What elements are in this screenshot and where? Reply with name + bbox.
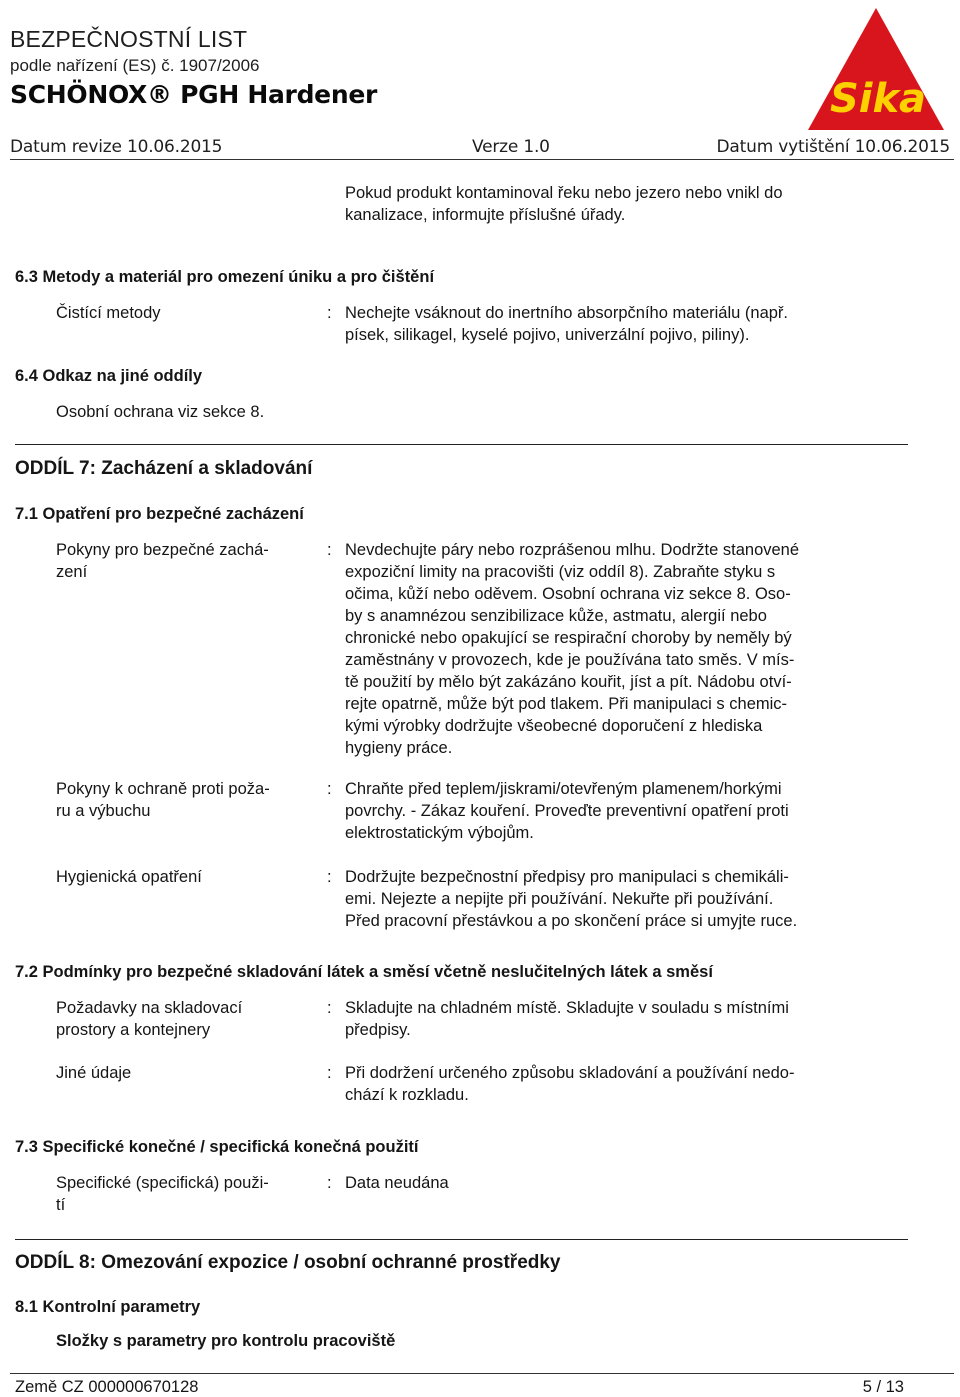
- hygiene-text: Dodržujte bezpečnostní předpisy pro manipulaci s chemikáli- emi. Nejezte a nepijte při používání. Nekuřte při používání. Před pracovní přestávkou a po skončení práce si umyjte ruce.: [345, 868, 798, 930]
- subsection-7-1-heading: 7.1 Opatření pro bezpečné zacházení: [15, 505, 304, 523]
- product-name: SCHÖNOX® PGH Hardener: [10, 80, 378, 109]
- regulation-line: podle nařízení (ES) č. 1907/2006: [10, 56, 260, 75]
- footer-country-code: Země CZ 000000670128: [15, 1378, 199, 1396]
- colon: :: [327, 541, 332, 559]
- cleaning-methods-line-2: písek, silikagel, kyselé pojivo, univerzální pojivo, piliny).: [345, 326, 750, 344]
- subsection-6-3-heading: 6.3 Metody a materiál pro omezení úniku a pro čištění: [15, 268, 435, 286]
- colon: :: [327, 1174, 332, 1192]
- storage-text: Skladujte na chladném místě. Skladujte v souladu s místními předpisy.: [345, 999, 789, 1039]
- header-rule: [10, 159, 954, 160]
- svg-text:Sika: Sika: [829, 76, 927, 122]
- subsection-7-3-heading: 7.3 Specifické konečné / specifická konečná použití: [15, 1138, 419, 1156]
- section-8-title: ODDÍL 8: Omezování expozice / osobní ochranné prostředky: [15, 1252, 561, 1273]
- colon: :: [327, 999, 332, 1017]
- colon: :: [327, 304, 332, 322]
- cleaning-methods-label: Čistící metody: [56, 304, 161, 322]
- section-7-title: ODDÍL 7: Zacházení a skladování: [15, 458, 313, 479]
- fire-protection-label: Pokyny k ochraně proti poža- ru a výbuchu: [56, 780, 270, 820]
- subsection-6-4-heading: 6.4 Odkaz na jiné oddíly: [15, 367, 203, 385]
- colon: :: [327, 868, 332, 886]
- other-info-text: Při dodržení určeného způsobu skladování a používání nedo- chází k rozkladu.: [345, 1064, 795, 1104]
- subsection-7-2-heading: 7.2 Podmínky pro bezpečné skladování látek a směsí včetně neslučitelných látek a směsí: [15, 963, 713, 981]
- hygiene-label: Hygienická opatření: [56, 868, 202, 886]
- handling-label: Pokyny pro bezpečné zachá- zení: [56, 541, 269, 581]
- fire-protection-text: Chraňte před teplem/jiskrami/otevřeným plamenem/horkými povrchy. - Zákaz kouření. Proveďte preventivní opatření proti elektrostatickým výbojům.: [345, 780, 789, 842]
- revision-date: Datum revize 10.06.2015: [10, 137, 223, 157]
- page-number: 5 / 13: [862, 1378, 904, 1396]
- specific-use-value: Data neudána: [345, 1174, 449, 1192]
- specific-use-label: Specifické (specifická) použi- tí: [56, 1174, 269, 1214]
- section-rule: [15, 444, 908, 445]
- reference-text: Osobní ochrana viz sekce 8.: [56, 403, 265, 421]
- footer-rule: [10, 1373, 954, 1374]
- cleaning-methods-line-1: Nechejte vsáknout do inertního absorpčního materiálu (např.: [345, 304, 789, 322]
- contamination-line-1: Pokud produkt kontaminoval řeku nebo jezero nebo vnikl do: [345, 184, 783, 202]
- storage-label: Požadavky na skladovací prostory a kontejnery: [56, 999, 243, 1039]
- contamination-line-2: kanalizace, informujte příslušné úřady.: [345, 206, 626, 224]
- handling-text: Nevdechujte páry nebo rozprášenou mlhu. Dodržte stanovené expoziční limity na pracovišti (viz oddíl 8). Zabraňte styku s očima, kůží nebo oděvem. Osobní ochrana viz sekce 8. Oso- by s anamnézou senzibilizace kůže, astmatu, alergií nebo chronické nebo opakující se respirační choroby by neměly bý zaměstnány v provozech, kde je používána tato směs. V mís- tě použití by mělo být zakázáno kouřit, jíst a pít. Nádobu otví- rejte opatrně, může být pod tlakem. Při manipulaci s chemic- kými výrobky dodržujte všeobecné doporučení z hlediska hygieny práce.: [345, 541, 800, 757]
- other-info-label: Jiné údaje: [56, 1064, 132, 1082]
- section-rule: [15, 1239, 908, 1240]
- colon: :: [327, 1064, 332, 1082]
- sika-logo: [806, 6, 946, 132]
- workplace-parameters-heading: Složky s parametry pro kontrolu pracoviště: [56, 1332, 396, 1350]
- document-title: BEZPEČNOSTNÍ LIST: [10, 26, 248, 52]
- colon: :: [327, 780, 332, 798]
- subsection-8-1-heading: 8.1 Kontrolní parametry: [15, 1298, 201, 1316]
- print-date: Datum vytištění 10.06.2015: [716, 137, 950, 157]
- version: Verze 1.0: [472, 137, 550, 157]
